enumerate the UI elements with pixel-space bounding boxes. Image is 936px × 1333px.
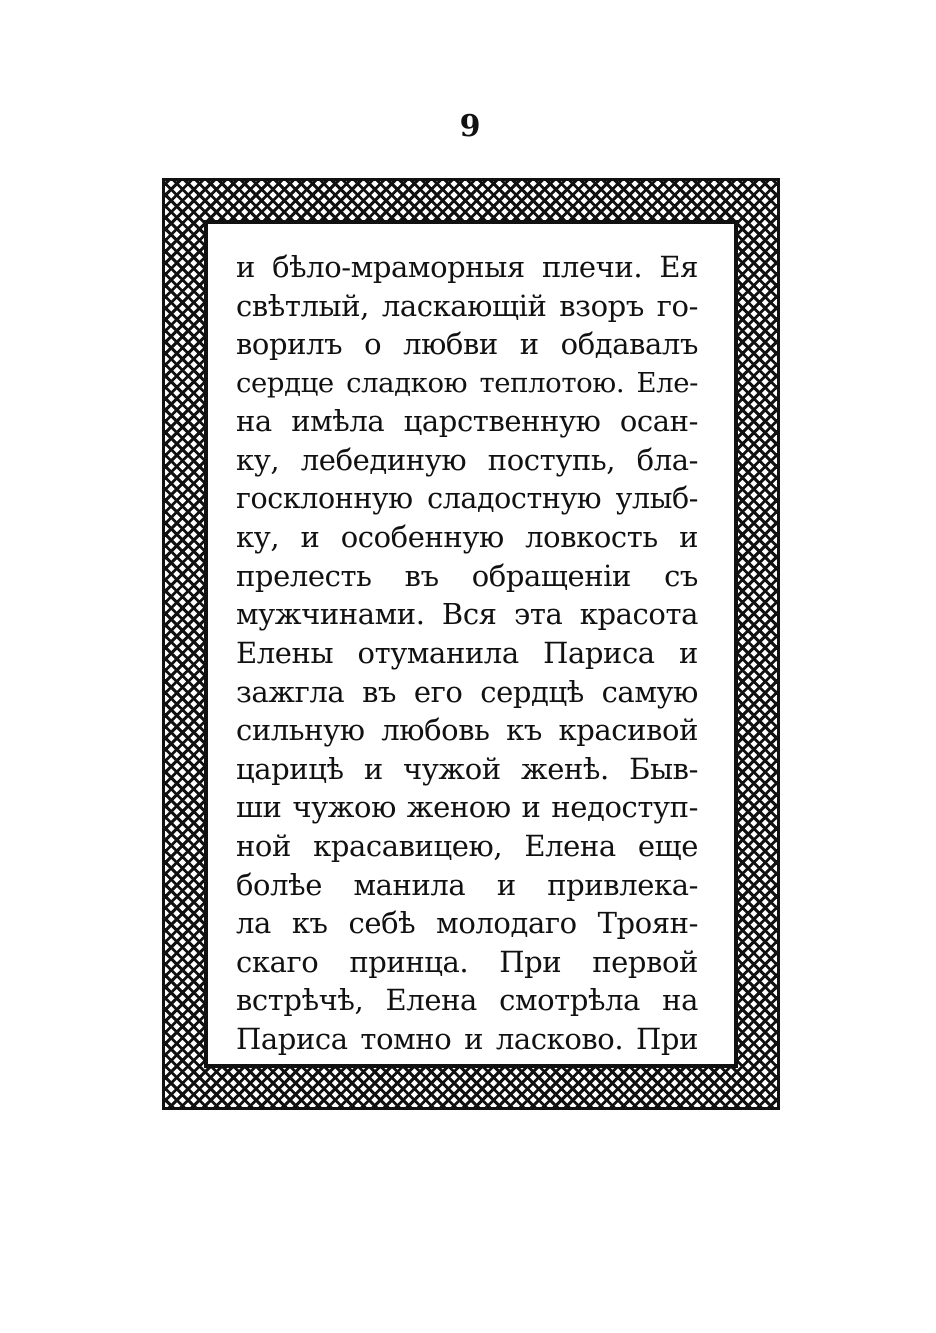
- text-line: ку, лебединую поступь, бла-: [236, 442, 698, 477]
- page-number: 9: [459, 109, 481, 144]
- text-line: ши чужою женою и недоступ-: [236, 790, 698, 825]
- text-line: прелесть въ обращеніи съ: [236, 558, 698, 593]
- text-line: зажгла въ его сердцѣ самую: [236, 674, 698, 709]
- text-line: и бѣло-мраморныя плечи. Ея: [236, 250, 698, 284]
- text-line: ной красавицею, Елена еще: [236, 828, 698, 863]
- body-text: [236, 248, 698, 1058]
- text-line: ла къ себѣ молодаго Троян-: [236, 906, 698, 941]
- text-line: встрѣчѣ, Елена смотрѣла на: [236, 983, 698, 1018]
- text-line: ворилъ о любви и обдавалъ: [236, 327, 698, 362]
- text-line: царицѣ и чужой женѣ. Быв-: [236, 751, 698, 786]
- text-line: на имѣла царственную осан-: [236, 404, 698, 439]
- text-line: Париса томно и ласково. При: [236, 1021, 698, 1056]
- text-line: сильную любовь къ красивой: [236, 713, 698, 748]
- text-line: сердце сладкою теплотою. Еле-: [236, 366, 698, 399]
- text-line: свѣтлый, ласкающій взоръ го-: [236, 288, 698, 323]
- text-line: ку, и особенную ловкость и: [236, 520, 698, 555]
- text-line: госклонную сладостную улыб-: [236, 481, 698, 515]
- text-line: болѣе манила и привлека-: [236, 867, 698, 902]
- text-line: Елены отуманила Париса и: [236, 635, 698, 670]
- text-line: мужчинами. Вся эта красота: [236, 597, 698, 632]
- text-line: скаго принца. При первой: [236, 944, 698, 979]
